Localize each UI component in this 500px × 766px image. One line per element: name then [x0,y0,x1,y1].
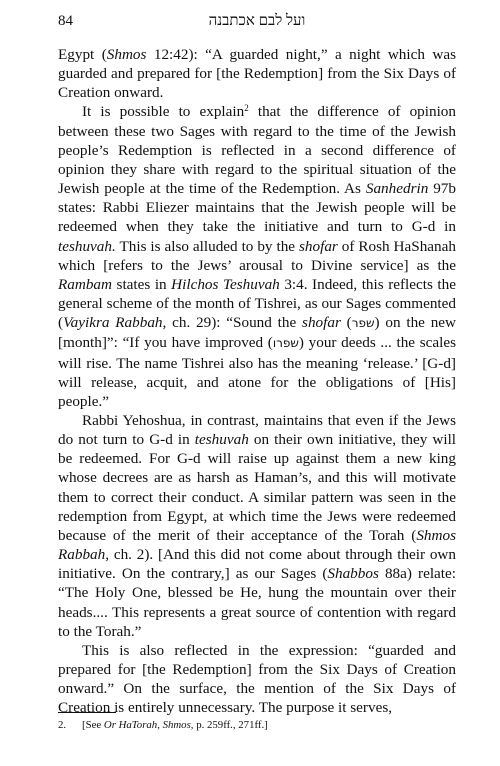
text-run: ( [340,314,352,332]
page-number: 84 [58,13,73,29]
body-text [58,45,456,717]
text-run: that the difference of opinion between these two Sages with regard to the time of the Jewish people’s Redemption is reflected in a second difference of opinion they share with regard to the spiritual situation of the Jewish people at the time of the Redemption. As [58,103,456,198]
footnote-reference: 2 [244,103,249,114]
italic-text: Shabbos [327,565,379,583]
text-run: 97b states: Rabbi Eliezer maintains that the Jewish people will be redeemed when they take the initiative and turn to G-d in [58,180,456,236]
text-run: ch. 2). [And this did not come about through their own initiative. On the contrary,] as our Sages ( [58,546,456,583]
text-run: ) on the new [month]”: “If you have improved ( [58,314,457,352]
text-run: ) your deeds ... the scales will rise. The name Tishrei also has the meaning ‘release.’ [G-d] will release, acquit, and atone for the obligations of [His] people.” [58,334,456,410]
italic-text: teshuvah [194,431,249,449]
italic-text: shofar [299,237,338,255]
text-run: Egypt ( [58,46,107,63]
italic-text: shofar [302,314,341,332]
text-run: on their own initiative, they will be redeemed. For G-d will raise up against them a new king whose decrees are as harsh as Haman’s, and this will motivate them to correct their conduct. A similar pattern was seen in the redemption from Egypt, at which time the Jews were redeemed because of the merit of their acceptance of the Torah ( [58,431,457,544]
text-run: [See [82,719,104,731]
paragraph [58,411,456,641]
paragraph [58,45,456,102]
footnote-number: 2. [58,719,67,731]
italic-text: Or HaTorah, Shmos, [103,719,194,731]
hebrew-word: שפר [351,316,375,331]
italic-text: Hilchos Teshuvah [171,275,280,293]
footnote-divider [58,712,116,713]
italic-text: Vayikra Rabbah, [63,314,167,332]
paragraph [58,102,456,411]
hebrew-word: שפרו [272,336,299,351]
running-head: ועל לבם אכתבנה [208,13,306,29]
text-run: ch. 29): “Sound the [166,314,303,332]
page-header [58,10,456,32]
text-run: states in [112,275,172,293]
text-run: 12:42): “A guarded night,” a night which was guarded and prepared for [the Redemption] from the Six Days of Creation onward. [58,46,456,102]
text-run: 88a) relate: “The Holy One, blessed be He, hung the mountain over their heads.... This represents a great source of contention with regard to the Torah.” [58,565,456,640]
text-run: Rabbi Yehoshua, in contrast, maintains that even if the Jews do not turn to G-d in [58,411,456,449]
text-run: It is possible to explain [82,103,245,121]
italic-text: Rambam [58,275,112,293]
text-run: This is also reflected in the expression: “guarded and prepared for [the Redemption] from the Six Days of Creation onward.” On the surface, the mention of the Six Days of Creation is entirely unnecessary. The purpose it serves, [58,641,456,717]
italic-text: teshuvah. [58,237,116,255]
text-run: of Rosh HaShanah which [refers to the Jews’ arousal to Divine service] as the [58,237,456,274]
italic-text: Sanhedrin [365,180,429,198]
italic-text: Shmos [106,46,147,63]
text-run: This is also alluded to by the [115,237,299,255]
text-run: 3:4. Indeed, this reflects the general scheme of the month of Tishrei, as our Sages commented ( [58,275,456,332]
book-page [58,10,456,754]
footnote-text [82,719,268,731]
italic-text: Shmos Rabbah, [58,526,456,564]
paragraph [58,641,456,718]
text-run: p. 259ff., 271ff.] [193,719,268,731]
footnote [58,718,268,732]
